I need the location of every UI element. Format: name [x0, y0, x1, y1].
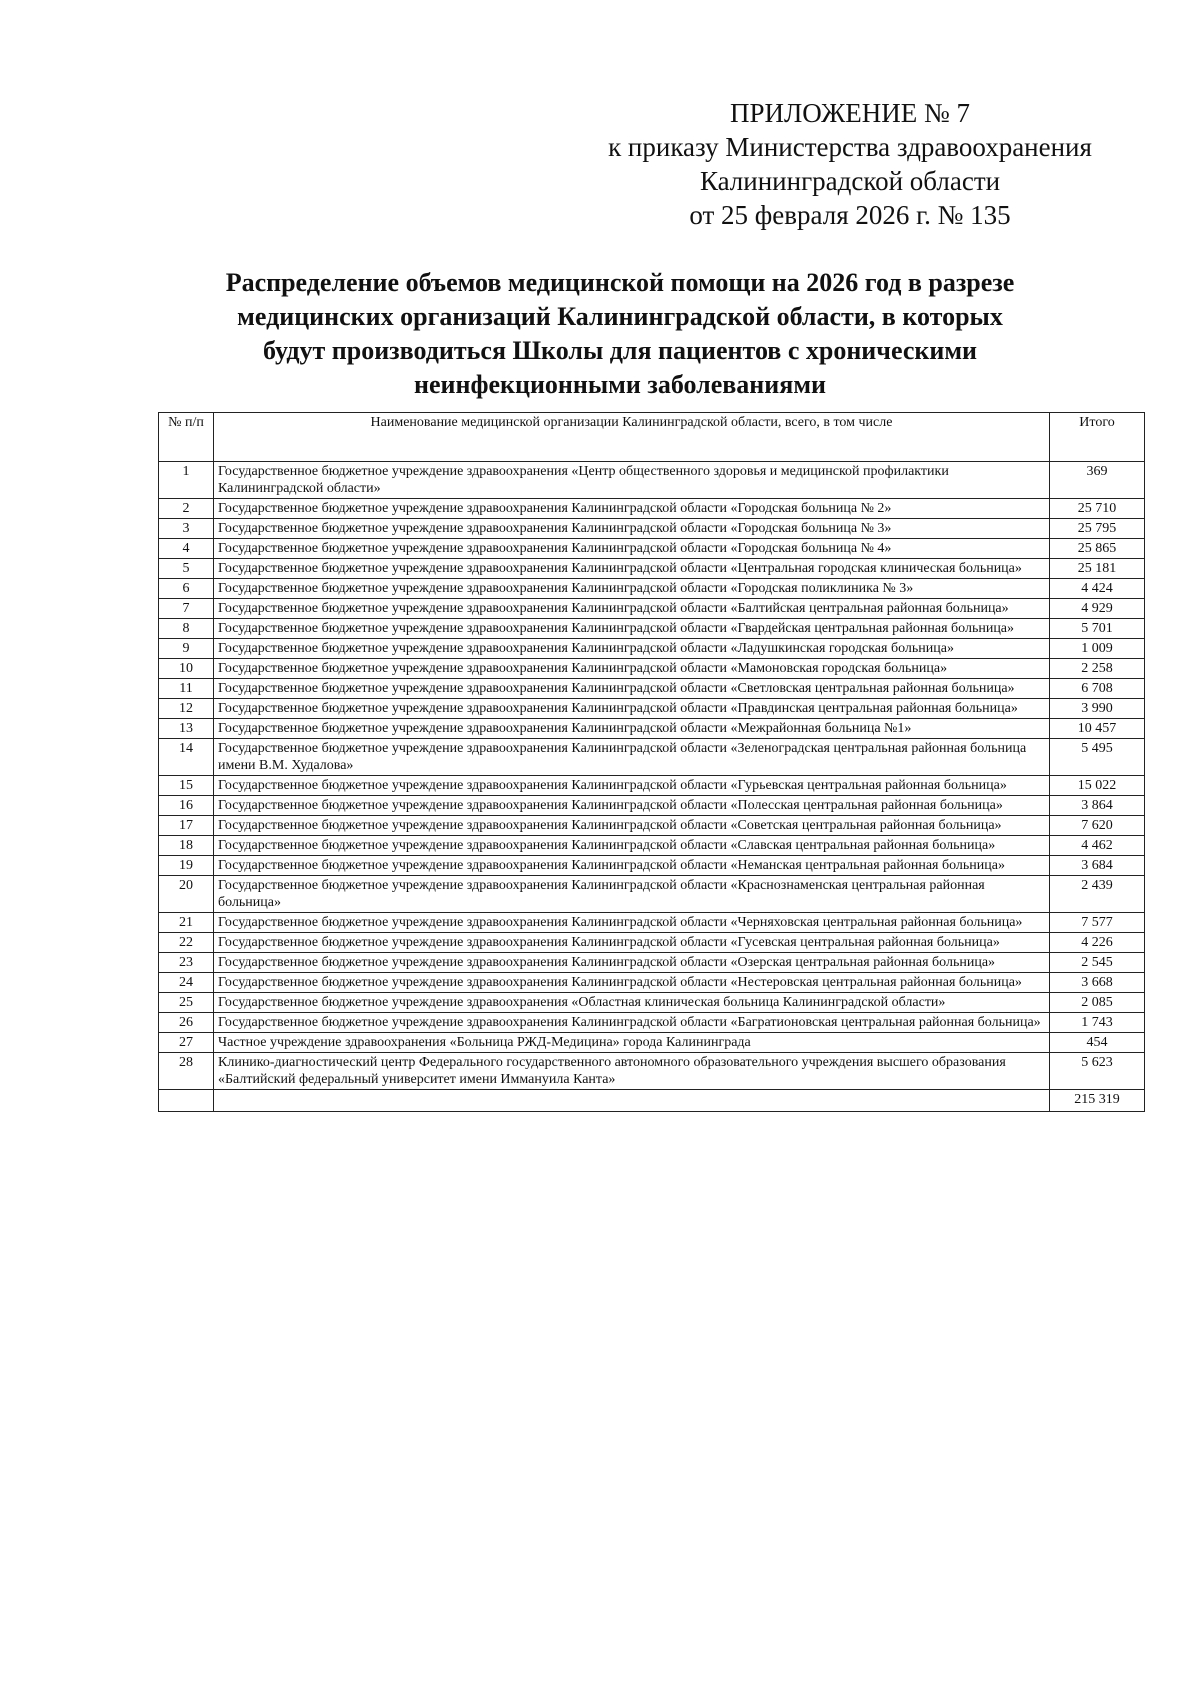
allocation-table: [158, 412, 1145, 1112]
row-number: 15: [159, 776, 214, 796]
row-total: 25 181: [1050, 559, 1145, 579]
row-number: 20: [159, 876, 214, 913]
row-total: 15 022: [1050, 776, 1145, 796]
row-number: 11: [159, 679, 214, 699]
organization-name: Государственное бюджетное учреждение здравоохранения Калининградской области «Гурьевская центральная районная больница»: [214, 776, 1050, 796]
row-number: 14: [159, 739, 214, 776]
row-total: 5 495: [1050, 739, 1145, 776]
row-total: 7 577: [1050, 913, 1145, 933]
table-row: [159, 462, 1145, 499]
document-title-line: будут производиться Школы для пациентов с хроническими: [262, 336, 978, 365]
row-total: 7 620: [1050, 816, 1145, 836]
organization-name: Государственное бюджетное учреждение здравоохранения Калининградской области «Черняховская центральная районная больница»: [214, 913, 1050, 933]
organization-name: Государственное бюджетное учреждение здравоохранения Калининградской области «Неманская центральная районная больница»: [214, 856, 1050, 876]
row-total: 1 009: [1050, 639, 1145, 659]
row-number: 2: [159, 499, 214, 519]
row-number: 13: [159, 719, 214, 739]
organization-name: Государственное бюджетное учреждение здравоохранения Калининградской области «Городская больница № 2»: [214, 499, 1050, 519]
row-total: 3 990: [1050, 699, 1145, 719]
table-row: [159, 1053, 1145, 1090]
row-total: 4 462: [1050, 836, 1145, 856]
row-total: 5 623: [1050, 1053, 1145, 1090]
table-row: [159, 1033, 1145, 1053]
organization-name: Государственное бюджетное учреждение здравоохранения Калининградской области «Правдинская центральная районная больница»: [214, 699, 1050, 719]
row-total: 25 795: [1050, 519, 1145, 539]
row-number: 9: [159, 639, 214, 659]
row-total: 6 708: [1050, 679, 1145, 699]
row-total: 2 085: [1050, 993, 1145, 1013]
table-row: [159, 953, 1145, 973]
row-number: 27: [159, 1033, 214, 1053]
grand-total-empty-cell: [214, 1090, 1050, 1112]
row-number: 6: [159, 579, 214, 599]
row-number: 17: [159, 816, 214, 836]
organization-name: Государственное бюджетное учреждение здравоохранения «Областная клиническая больница Калининградской области»: [214, 993, 1050, 1013]
organization-name: Частное учреждение здравоохранения «Больница РЖД-Медицина» города Калининграда: [214, 1033, 1050, 1053]
table-row: [159, 599, 1145, 619]
organization-name: Государственное бюджетное учреждение здравоохранения Калининградской области «Багратионовская центральная районная больница»: [214, 1013, 1050, 1033]
organization-name: Государственное бюджетное учреждение здравоохранения Калининградской области «Межрайонная больница №1»: [214, 719, 1050, 739]
row-number: 7: [159, 599, 214, 619]
document-title-line: Распределение объемов медицинской помощи на 2026 год в разрезе: [225, 268, 1015, 297]
table-row: [159, 876, 1145, 913]
row-number: 28: [159, 1053, 214, 1090]
organization-name: Государственное бюджетное учреждение здравоохранения Калининградской области «Центральная городская клиническая больница»: [214, 559, 1050, 579]
organization-name: Государственное бюджетное учреждение здравоохранения Калининградской области «Полесская центральная районная больница»: [214, 796, 1050, 816]
table-row: [159, 579, 1145, 599]
row-number: 25: [159, 993, 214, 1013]
grand-total-row: [159, 1090, 1145, 1112]
organization-name: Клинико-диагностический центр Федерального государственного автономного образовательного учреждения высшего образования «Балтийский федеральный университет имени Иммануила Канта»: [214, 1053, 1050, 1090]
organization-name: Государственное бюджетное учреждение здравоохранения Калининградской области «Озерская центральная районная больница»: [214, 953, 1050, 973]
table-row: [159, 973, 1145, 993]
row-number: 1: [159, 462, 214, 499]
row-number: 23: [159, 953, 214, 973]
grand-total-value: 215 319: [1050, 1090, 1145, 1112]
table-row: [159, 796, 1145, 816]
table-row: [159, 856, 1145, 876]
table-row: [159, 776, 1145, 796]
appendix-region: Калининградской области: [699, 166, 1001, 196]
table-header-row: [159, 413, 1145, 462]
organization-name: Государственное бюджетное учреждение здравоохранения Калининградской области «Краснознаменская центральная районная больница»: [214, 876, 1050, 913]
table-body: [159, 462, 1145, 1090]
table-row: [159, 739, 1145, 776]
table-row: [159, 499, 1145, 519]
table-row: [159, 933, 1145, 953]
table-row: [159, 719, 1145, 739]
table-row: [159, 539, 1145, 559]
appendix-number: ПРИЛОЖЕНИЕ № 7: [729, 98, 971, 128]
organization-name: Государственное бюджетное учреждение здравоохранения Калининградской области «Городская больница № 4»: [214, 539, 1050, 559]
row-number: 18: [159, 836, 214, 856]
row-total: 2 545: [1050, 953, 1145, 973]
organization-name: Государственное бюджетное учреждение здравоохранения Калининградской области «Светловская центральная районная больница»: [214, 679, 1050, 699]
row-total: 369: [1050, 462, 1145, 499]
row-total: 2 258: [1050, 659, 1145, 679]
document-title: [160, 266, 1080, 402]
appendix-order-ref: к приказу Министерства здравоохранения: [608, 132, 1092, 162]
row-number: 21: [159, 913, 214, 933]
row-number: 19: [159, 856, 214, 876]
organization-name: Государственное бюджетное учреждение здравоохранения Калининградской области «Мамоновская городская больница»: [214, 659, 1050, 679]
organization-name: Государственное бюджетное учреждение здравоохранения Калининградской области «Городская поликлиника № 3»: [214, 579, 1050, 599]
row-number: 24: [159, 973, 214, 993]
table-row: [159, 699, 1145, 719]
organization-name: Государственное бюджетное учреждение здравоохранения Калининградской области «Славская центральная районная больница»: [214, 836, 1050, 856]
row-total: 3 668: [1050, 973, 1145, 993]
appendix-date: от 25 февраля 2026 г. № 135: [689, 200, 1011, 230]
row-number: 4: [159, 539, 214, 559]
header-organization: Наименование медицинской организации Калининградской области, всего, в том числе: [214, 413, 1050, 462]
table-row: [159, 1013, 1145, 1033]
row-total: 25 710: [1050, 499, 1145, 519]
organization-name: Государственное бюджетное учреждение здравоохранения Калининградской области «Городская больница № 3»: [214, 519, 1050, 539]
table-row: [159, 836, 1145, 856]
organization-name: Государственное бюджетное учреждение здравоохранения Калининградской области «Ладушкинская городская больница»: [214, 639, 1050, 659]
row-number: 12: [159, 699, 214, 719]
row-number: 26: [159, 1013, 214, 1033]
organization-name: Государственное бюджетное учреждение здравоохранения Калининградской области «Балтийская центральная районная больница»: [214, 599, 1050, 619]
row-total: 3 684: [1050, 856, 1145, 876]
table-row: [159, 519, 1145, 539]
document-title-line: медицинских организаций Калининградской области, в которых: [237, 302, 1003, 331]
organization-name: Государственное бюджетное учреждение здравоохранения Калининградской области «Гвардейская центральная районная больница»: [214, 619, 1050, 639]
row-total: 4 929: [1050, 599, 1145, 619]
table-row: [159, 619, 1145, 639]
row-number: 5: [159, 559, 214, 579]
row-total: 25 865: [1050, 539, 1145, 559]
organization-name: Государственное бюджетное учреждение здравоохранения Калининградской области «Зеленоградская центральная районная больница имени В.М. Худалова»: [214, 739, 1050, 776]
table-row: [159, 559, 1145, 579]
row-total: 4 424: [1050, 579, 1145, 599]
row-total: 5 701: [1050, 619, 1145, 639]
row-number: 16: [159, 796, 214, 816]
row-total: 2 439: [1050, 876, 1145, 913]
table-row: [159, 913, 1145, 933]
row-total: 3 864: [1050, 796, 1145, 816]
row-number: 10: [159, 659, 214, 679]
row-number: 3: [159, 519, 214, 539]
appendix-header: [560, 96, 1140, 232]
organization-name: Государственное бюджетное учреждение здравоохранения Калининградской области «Советская центральная районная больница»: [214, 816, 1050, 836]
table-row: [159, 816, 1145, 836]
organization-name: Государственное бюджетное учреждение здравоохранения Калининградской области «Гусевская центральная районная больница»: [214, 933, 1050, 953]
document-title-line: неинфекционными заболеваниями: [413, 370, 827, 399]
row-total: 10 457: [1050, 719, 1145, 739]
row-total: 454: [1050, 1033, 1145, 1053]
row-number: 8: [159, 619, 214, 639]
row-number: 22: [159, 933, 214, 953]
header-total: Итого: [1050, 413, 1145, 462]
table-row: [159, 993, 1145, 1013]
table-row: [159, 659, 1145, 679]
organization-name: Государственное бюджетное учреждение здравоохранения «Центр общественного здоровья и медицинской профилактики Калининградской области»: [214, 462, 1050, 499]
header-number: № п/п: [159, 413, 214, 462]
table-row: [159, 639, 1145, 659]
row-total: 1 743: [1050, 1013, 1145, 1033]
organization-name: Государственное бюджетное учреждение здравоохранения Калининградской области «Нестеровская центральная районная больница»: [214, 973, 1050, 993]
row-total: 4 226: [1050, 933, 1145, 953]
grand-total-empty-cell: [159, 1090, 214, 1112]
table-row: [159, 679, 1145, 699]
